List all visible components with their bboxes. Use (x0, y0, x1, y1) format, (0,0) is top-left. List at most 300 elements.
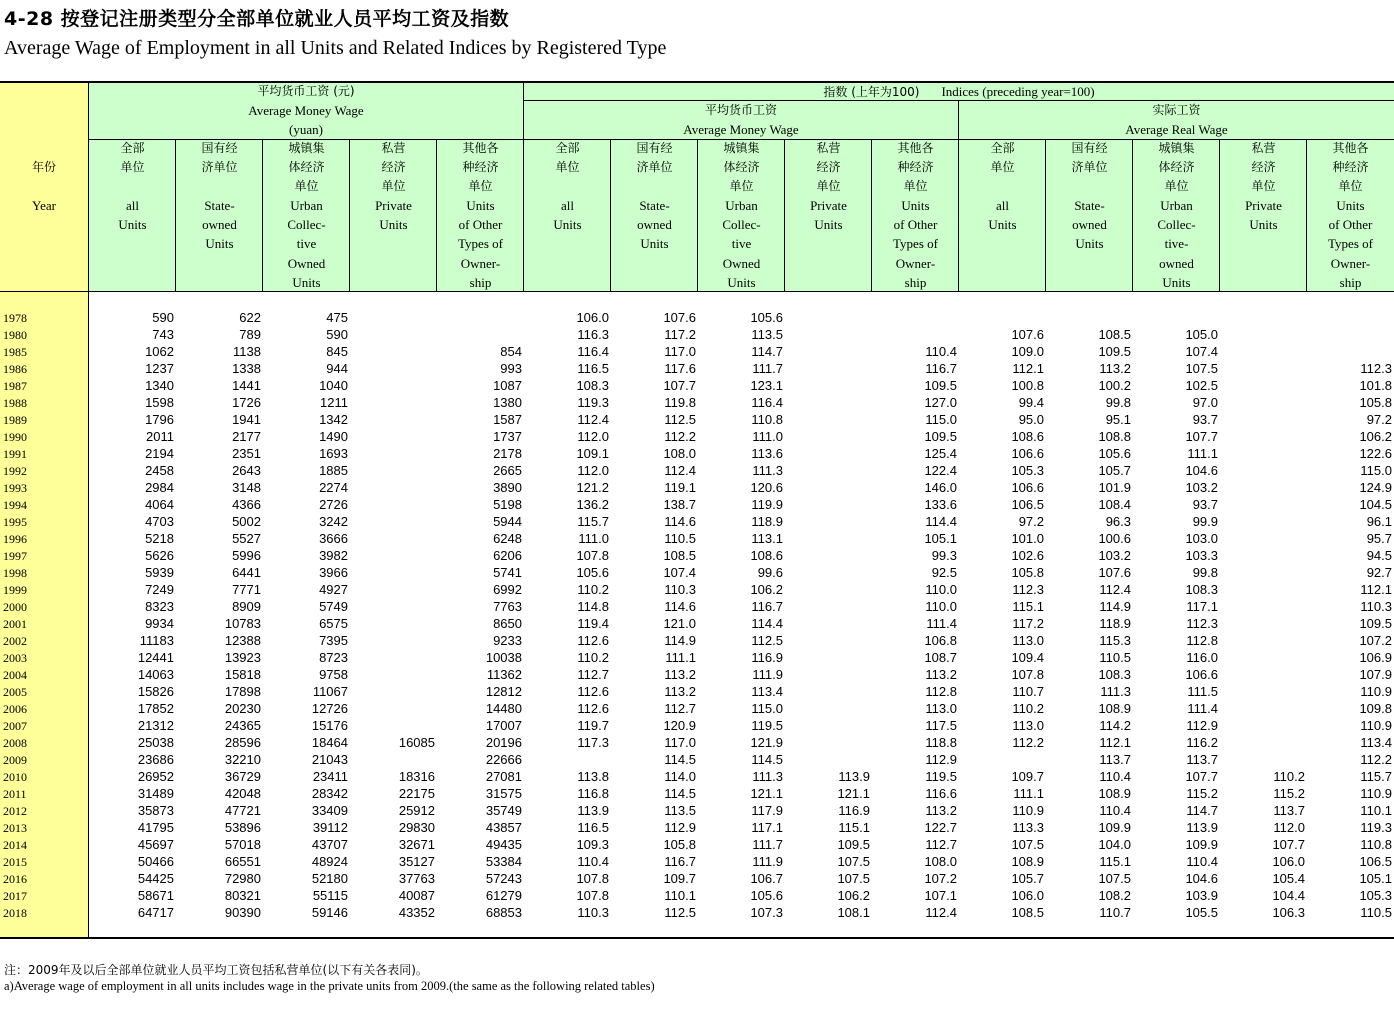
column-header-en: ship (1339, 274, 1362, 290)
value-cell: 106.6 (1185, 667, 1218, 682)
value-cell: 110.2 (577, 582, 609, 597)
value-cell: 107.3 (750, 905, 783, 920)
value-cell: 108.0 (924, 854, 957, 869)
column-header-en: Urban (725, 198, 758, 214)
value-cell: 112.4 (664, 463, 696, 478)
value-cell: 11183 (139, 633, 174, 648)
value-cell: 115.0 (925, 412, 957, 427)
value-cell: 4927 (319, 582, 348, 597)
value-cell: 112.6 (577, 684, 609, 699)
column-header-cn: 单位 (1338, 179, 1363, 194)
column-header-en: Collec- (722, 217, 761, 233)
value-cell: 112.9 (925, 752, 957, 767)
value-cell: 106.9 (1359, 650, 1392, 665)
value-cell: 35127 (398, 854, 435, 869)
value-cell: 146.0 (924, 480, 957, 495)
value-cell: 112.1 (1099, 735, 1131, 750)
value-cell: 110.0 (925, 599, 957, 614)
value-cell: 116.4 (577, 344, 609, 359)
value-cell: 17898 (224, 684, 261, 699)
value-cell: 113.2 (1099, 361, 1131, 376)
column-header-cn: 私营 (381, 141, 406, 155)
value-cell: 1040 (319, 378, 348, 393)
column-header-en: Units (988, 217, 1017, 233)
table-row (0, 666, 1394, 683)
value-cell: 108.2 (1098, 888, 1131, 903)
value-cell: 96.3 (1105, 514, 1131, 529)
year-cell: 1988 (3, 396, 27, 410)
column-header-cn: 单位 (294, 179, 319, 194)
column-header-en: ship (469, 274, 492, 290)
column-header-cn: 全部 (555, 141, 580, 155)
value-cell: 1211 (320, 395, 348, 410)
year-cell: 2010 (3, 770, 27, 784)
value-cell: 110.7 (1099, 905, 1131, 920)
value-cell: 110.3 (1360, 599, 1392, 614)
value-cell: 17852 (137, 701, 174, 716)
value-cell: 110.1 (1360, 803, 1392, 818)
value-cell: 115.7 (1360, 769, 1392, 784)
year-cell: 2016 (3, 872, 27, 886)
value-cell: 116.8 (577, 786, 609, 801)
value-cell: 590 (326, 327, 348, 342)
value-cell: 5218 (145, 531, 174, 546)
column-divider (1306, 139, 1307, 292)
value-cell: 113.7 (1273, 803, 1305, 818)
column-header (959, 139, 1046, 234)
value-cell: 116.7 (925, 361, 957, 376)
column-header-cn: 单位 (990, 160, 1015, 175)
value-cell: 68853 (485, 905, 522, 920)
value-cell: 109.1 (576, 446, 609, 461)
value-cell: 107.1 (924, 888, 957, 903)
value-cell: 106.8 (924, 633, 957, 648)
year-cell: 1992 (3, 464, 27, 478)
value-cell: 95.7 (1366, 531, 1392, 546)
year-cell: 2001 (3, 617, 27, 631)
value-cell: 1237 (145, 361, 174, 376)
table-row (0, 513, 1394, 530)
year-cell: 1987 (3, 379, 27, 393)
year-cell: 1989 (3, 413, 27, 427)
money-wage-band-en: Average Money Wage (248, 103, 364, 119)
value-cell: 8909 (232, 599, 261, 614)
value-cell: 8323 (145, 599, 174, 614)
value-cell: 12812 (485, 684, 522, 699)
column-header-en: Owner- (1330, 255, 1371, 271)
year-cell: 2002 (3, 634, 27, 648)
value-cell: 122.6 (1359, 446, 1392, 461)
value-cell: 117.3 (577, 735, 609, 750)
value-cell: 54425 (137, 871, 174, 886)
value-cell: 113.9 (577, 803, 609, 818)
index-band-divider (958, 100, 959, 292)
value-cell: 3666 (319, 531, 348, 546)
value-cell: 114.7 (1186, 803, 1218, 818)
value-cell: 41795 (137, 820, 174, 835)
value-cell: 105.1 (1359, 871, 1392, 886)
table-row (0, 564, 1394, 581)
column-header-cn: 经济 (1251, 160, 1276, 175)
column-divider (262, 139, 263, 292)
value-cell: 61279 (485, 888, 522, 903)
column-header-cn: 其他各 (897, 141, 934, 155)
column-header-cn: 城镇集 (1158, 141, 1195, 155)
value-cell: 110.4 (1186, 854, 1218, 869)
value-cell: 111.7 (752, 361, 783, 376)
value-cell: 35873 (137, 803, 174, 818)
value-cell: 100.2 (1098, 378, 1131, 393)
year-cell: 2009 (3, 753, 27, 767)
column-header (437, 139, 524, 292)
value-cell: 3242 (319, 514, 348, 529)
value-cell: 107.9 (1359, 667, 1392, 682)
index-band-cn: 指数 (上年为100) (823, 85, 920, 99)
value-cell: 112.1 (1360, 582, 1392, 597)
value-cell: 103.2 (1098, 548, 1131, 563)
value-cell: 7763 (493, 599, 522, 614)
year-cell: 2006 (3, 702, 27, 716)
value-cell: 113.2 (664, 667, 696, 682)
value-cell: 113.3 (1012, 820, 1044, 835)
value-cell: 31489 (137, 786, 174, 801)
year-cell: 2012 (3, 804, 27, 818)
value-cell: 112.4 (1099, 582, 1131, 597)
value-cell: 11067 (312, 684, 348, 699)
value-cell: 112.2 (664, 429, 696, 444)
value-cell: 110.2 (577, 650, 609, 665)
value-cell: 99.3 (931, 548, 957, 563)
column-header-cn: 单位 (1251, 179, 1276, 194)
column-header-cn: 济单位 (1071, 160, 1108, 175)
value-cell: 3982 (319, 548, 348, 563)
value-cell: 107.8 (1011, 667, 1044, 682)
value-cell: 45697 (137, 837, 174, 852)
value-cell: 2177 (232, 429, 261, 444)
value-cell: 944 (326, 361, 348, 376)
index-band-en: Indices (preceding year=100) (941, 84, 1095, 99)
value-cell: 36729 (224, 769, 261, 784)
value-cell: 136.2 (576, 497, 609, 512)
value-cell: 112.5 (664, 905, 696, 920)
value-cell: 1441 (232, 378, 261, 393)
value-cell: 112.3 (1012, 582, 1044, 597)
year-cell: 1996 (3, 532, 27, 546)
value-cell: 106.7 (750, 871, 783, 886)
value-cell: 12388 (224, 633, 261, 648)
value-cell: 111.3 (1100, 684, 1131, 699)
value-cell: 9233 (493, 633, 522, 648)
value-cell: 114.5 (664, 786, 696, 801)
column-header-cn: 种经济 (462, 160, 499, 175)
value-cell: 105.4 (1272, 871, 1305, 886)
value-cell: 21043 (311, 752, 348, 767)
value-cell: 1737 (493, 429, 522, 444)
value-cell: 107.8 (576, 871, 609, 886)
value-cell: 127.0 (924, 395, 957, 410)
footnote-cn: 注：2009年及以后全部单位就业人员平均工资包括私营单位(以下有关各表同)。 (4, 963, 428, 977)
value-cell: 115.1 (838, 820, 870, 835)
value-cell: 116.6 (925, 786, 957, 801)
column-header-cn: 其他各 (1332, 141, 1369, 155)
money-wage-band (89, 82, 523, 139)
value-cell: 121.2 (576, 480, 609, 495)
year-cell: 1998 (3, 566, 27, 580)
value-cell: 112.5 (751, 633, 783, 648)
value-cell: 123.1 (750, 378, 783, 393)
value-cell: 122.7 (924, 820, 957, 835)
value-cell: 42048 (224, 786, 261, 801)
value-cell: 2984 (145, 480, 174, 495)
year-cell: 2004 (3, 668, 27, 682)
year-cell: 2005 (3, 685, 27, 699)
value-cell: 7249 (145, 582, 174, 597)
value-cell: 105.8 (1011, 565, 1044, 580)
value-cell: 20196 (485, 735, 522, 750)
value-cell: 119.9 (751, 497, 783, 512)
value-cell: 13923 (224, 650, 261, 665)
table-row (0, 309, 1394, 326)
year-cell: 2014 (3, 838, 27, 852)
index-real-band-en: Average Real Wage (1125, 122, 1228, 138)
year-cell: 2018 (3, 906, 27, 920)
column-header-cn: 济单位 (201, 160, 238, 175)
value-cell: 14480 (485, 701, 522, 716)
value-cell: 72980 (224, 871, 261, 886)
column-header-cn: 其他各 (462, 141, 499, 155)
column-header-en: Types of (458, 236, 503, 252)
value-cell: 55115 (312, 888, 348, 903)
value-cell: 117.1 (1186, 599, 1218, 614)
value-cell: 113.9 (1186, 820, 1218, 835)
value-cell: 37763 (398, 871, 435, 886)
value-cell: 106.5 (1011, 497, 1044, 512)
column-header-en: Units (640, 236, 669, 252)
value-cell: 105.5 (1185, 905, 1218, 920)
value-cell: 121.0 (663, 616, 696, 631)
value-cell: 113.5 (664, 803, 696, 818)
value-cell: 92.7 (1366, 565, 1392, 580)
value-cell: 590 (152, 310, 174, 325)
value-cell: 104.4 (1272, 888, 1305, 903)
table-row (0, 853, 1394, 870)
column-header (1220, 139, 1307, 234)
value-cell: 111.9 (752, 854, 783, 869)
value-cell: 107.7 (1272, 837, 1305, 852)
value-cell: 111.1 (1013, 786, 1044, 801)
column-divider (1219, 139, 1220, 292)
value-cell: 109.3 (576, 837, 609, 852)
table-row (0, 462, 1394, 479)
value-cell: 118.9 (1099, 616, 1131, 631)
value-cell: 112.9 (1186, 718, 1218, 733)
value-cell: 107.2 (1359, 633, 1392, 648)
column-header (1133, 139, 1220, 292)
value-cell: 116.5 (577, 820, 609, 835)
column-divider (697, 139, 698, 292)
value-cell: 23686 (137, 752, 174, 767)
table-row (0, 768, 1394, 785)
value-cell: 112.4 (577, 412, 609, 427)
column-header-en: Units (205, 236, 234, 252)
year-cell: 1995 (3, 515, 27, 529)
value-cell: 43352 (398, 905, 435, 920)
value-cell: 2726 (319, 497, 348, 512)
value-cell: 5944 (493, 514, 522, 529)
value-cell: 53384 (485, 854, 522, 869)
footnote-en: a)Average wage of employment in all units includes wage in the private units from 2009.(the same as the following related tables) (4, 979, 655, 993)
value-cell: 121.1 (750, 786, 783, 801)
value-cell: 5198 (493, 497, 522, 512)
table-row (0, 394, 1394, 411)
value-cell: 93.7 (1192, 497, 1218, 512)
value-cell: 2011 (146, 429, 174, 444)
value-cell: 789 (239, 327, 261, 342)
value-cell: 108.9 (1011, 854, 1044, 869)
value-cell: 112.1 (1012, 361, 1044, 376)
value-cell: 109.9 (1185, 837, 1218, 852)
value-cell: 108.3 (1185, 582, 1218, 597)
column-header-cn: 私营 (1251, 141, 1276, 155)
value-cell: 16085 (398, 735, 435, 750)
value-cell: 111.3 (752, 463, 783, 478)
value-cell: 28596 (224, 735, 261, 750)
value-cell: 119.5 (925, 769, 957, 784)
value-cell: 1726 (232, 395, 261, 410)
year-cell: 1997 (3, 549, 27, 563)
value-cell: 112.3 (1186, 616, 1218, 631)
value-cell: 110.4 (1099, 803, 1131, 818)
column-header-en: of Other (1328, 217, 1373, 233)
value-cell: 99.8 (1192, 565, 1218, 580)
value-cell: 106.5 (1359, 854, 1392, 869)
column-header-en: Collec- (287, 217, 326, 233)
column-header-en: Units (466, 198, 495, 214)
value-cell: 105.0 (1185, 327, 1218, 342)
value-cell: 108.8 (1098, 429, 1131, 444)
value-cell: 104.5 (1359, 497, 1392, 512)
value-cell: 115.1 (1099, 854, 1131, 869)
year-cell: 1994 (3, 498, 27, 512)
value-cell: 113.5 (751, 327, 783, 342)
value-cell: 15818 (224, 667, 261, 682)
column-header-en: Types of (893, 236, 938, 252)
value-cell: 107.2 (924, 871, 957, 886)
value-cell: 3890 (493, 480, 522, 495)
value-cell: 4366 (232, 497, 261, 512)
value-cell: 109.5 (1359, 616, 1392, 631)
column-header (89, 139, 176, 234)
column-header-en: State- (1074, 198, 1105, 214)
value-cell: 107.7 (663, 378, 696, 393)
value-cell: 101.0 (1011, 531, 1044, 546)
year-cell: 1985 (3, 345, 27, 359)
value-cell: 108.7 (924, 650, 957, 665)
year-cell: 2011 (3, 787, 27, 801)
value-cell: 22175 (398, 786, 435, 801)
value-cell: 10038 (485, 650, 522, 665)
value-cell: 5626 (145, 548, 174, 563)
value-cell: 105.8 (663, 837, 696, 852)
value-cell: 108.6 (1011, 429, 1044, 444)
value-cell: 112.8 (1186, 633, 1218, 648)
value-cell: 97.2 (1366, 412, 1392, 427)
column-header-en: Units (727, 274, 756, 290)
value-cell: 112.4 (925, 905, 957, 920)
value-cell: 111.1 (665, 650, 696, 665)
value-cell: 112.0 (1273, 820, 1305, 835)
value-cell: 15176 (311, 718, 348, 733)
value-cell: 107.5 (1011, 837, 1044, 852)
value-cell: 112.5 (664, 412, 696, 427)
value-cell: 117.6 (664, 361, 696, 376)
column-header-en: owned (637, 217, 672, 233)
value-cell: 25912 (398, 803, 435, 818)
column-divider (784, 139, 785, 292)
value-cell: 29830 (398, 820, 435, 835)
year-cell: 1991 (3, 447, 27, 461)
value-cell: 109.5 (1098, 344, 1131, 359)
value-cell: 6248 (493, 531, 522, 546)
header-top-rule (0, 81, 1394, 83)
table-row (0, 360, 1394, 377)
table-bottom-rule (0, 937, 1394, 939)
column-header-cn: 单位 (1164, 179, 1189, 194)
value-cell: 120.9 (663, 718, 696, 733)
column-divider (610, 139, 611, 292)
value-cell: 107.5 (1185, 361, 1218, 376)
column-header (176, 139, 263, 254)
column-header-en: Units (901, 198, 930, 214)
value-cell: 58671 (137, 888, 174, 903)
value-cell: 115.0 (751, 701, 783, 716)
value-cell: 105.6 (1098, 446, 1131, 461)
value-cell: 110.7 (1012, 684, 1044, 699)
table-row (0, 326, 1394, 343)
value-cell: 107.8 (576, 888, 609, 903)
column-header-en: owned (1159, 255, 1194, 271)
value-cell: 90390 (224, 905, 261, 920)
value-cell: 5741 (493, 565, 522, 580)
index-money-band (524, 101, 958, 139)
table-row (0, 785, 1394, 802)
value-cell: 1087 (493, 378, 522, 393)
value-cell: 108.4 (1098, 497, 1131, 512)
column-header-en: Units (1249, 217, 1278, 233)
year-cell: 2000 (3, 600, 27, 614)
value-cell: 108.5 (663, 548, 696, 563)
value-cell: 105.7 (1098, 463, 1131, 478)
value-cell: 113.4 (1360, 735, 1392, 750)
value-cell: 110.8 (751, 412, 783, 427)
value-cell: 113.0 (1012, 718, 1044, 733)
value-cell: 100.8 (1011, 378, 1044, 393)
value-cell: 114.6 (664, 599, 696, 614)
value-cell: 113.2 (925, 667, 957, 682)
value-cell: 7771 (232, 582, 261, 597)
value-cell: 119.5 (751, 718, 783, 733)
value-cell: 117.0 (664, 344, 696, 359)
value-cell: 102.5 (1185, 378, 1218, 393)
table-row (0, 870, 1394, 887)
value-cell: 111.4 (926, 616, 957, 631)
table-row (0, 411, 1394, 428)
value-cell: 26952 (137, 769, 174, 784)
value-cell: 111.0 (578, 531, 609, 546)
value-cell: 99.6 (757, 565, 783, 580)
value-cell: 99.4 (1018, 395, 1044, 410)
value-cell: 107.8 (576, 548, 609, 563)
